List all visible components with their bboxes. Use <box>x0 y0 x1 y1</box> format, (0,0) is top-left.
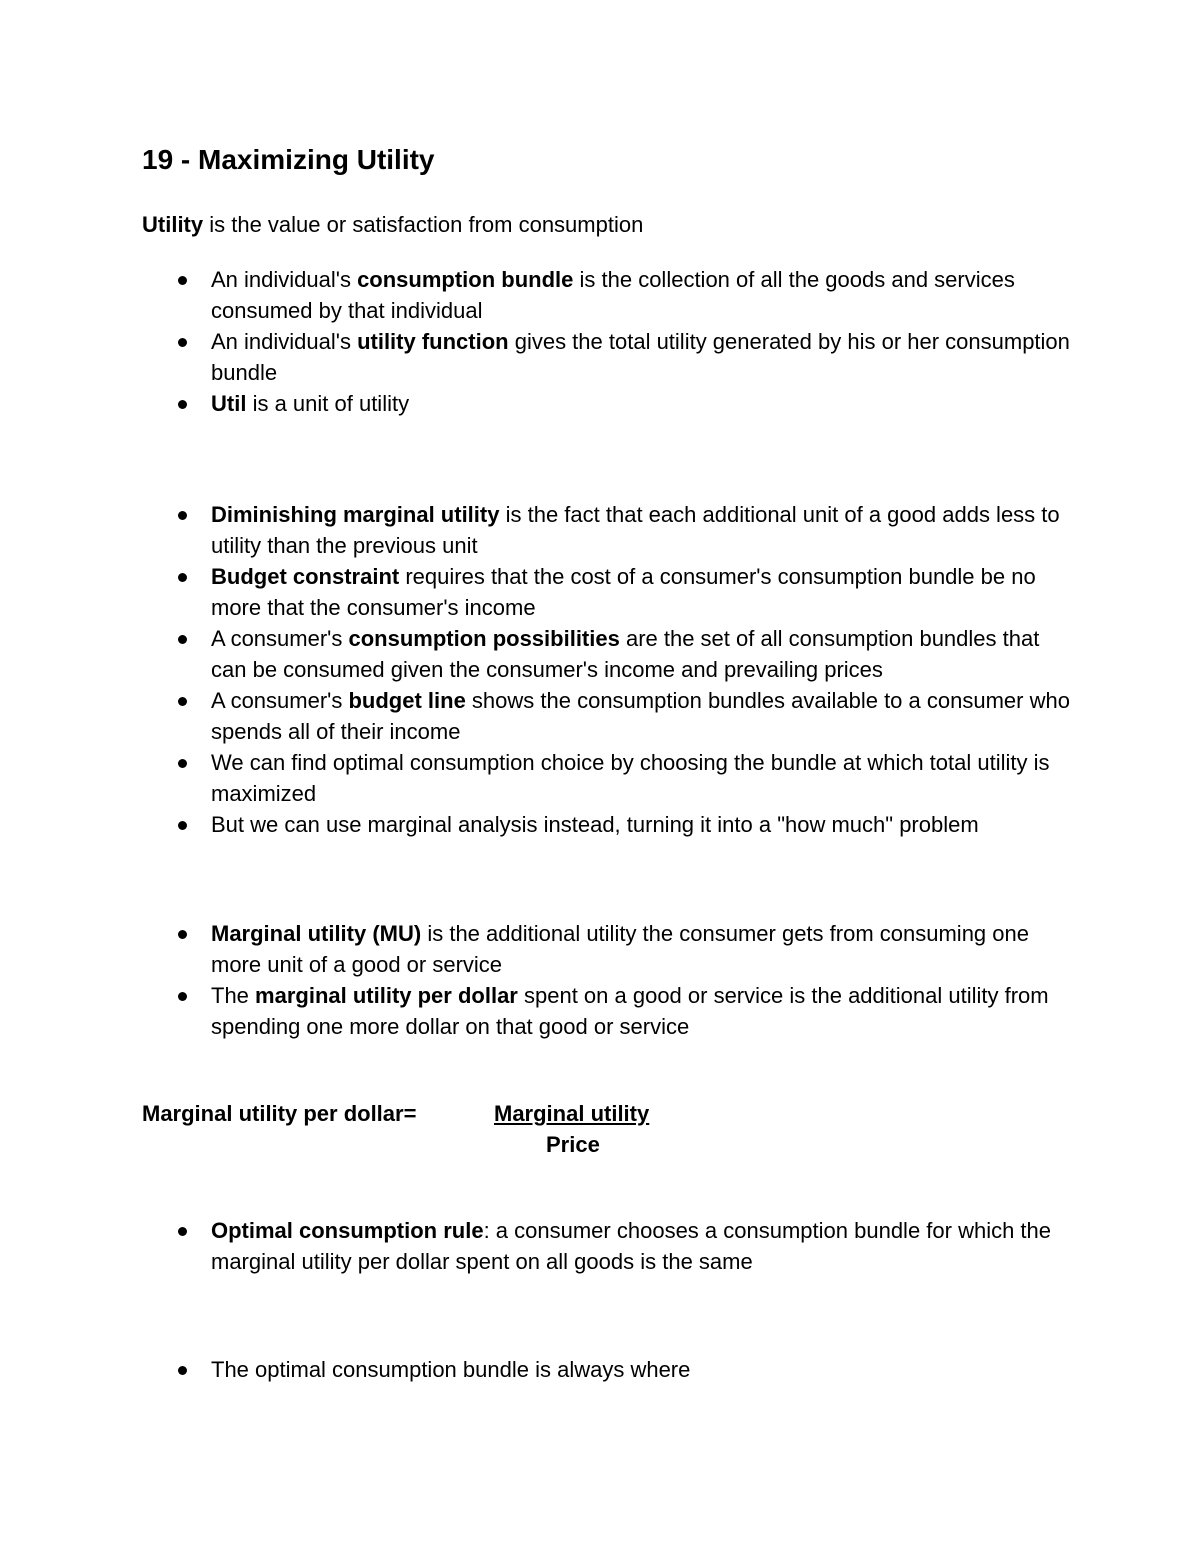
bullet-icon <box>178 338 187 347</box>
bullet-list-optimal-bundle <box>0 1354 1200 1385</box>
list-item: Budget constraint requires that the cost of a consumer's consumption bundle be no more that the consumer's income <box>0 561 1200 623</box>
list-item: We can find optimal consumption choice by choosing the bundle at which total utility is maximized <box>0 747 1200 809</box>
list-item: Optimal consumption rule: a consumer chooses a consumption bundle for which the marginal utility per dollar spent on all goods is the same <box>0 1215 1200 1277</box>
term-utility: Utility <box>142 212 204 237</box>
list-item: An individual's utility function gives the total utility generated by his or her consumption bundle <box>0 326 1200 388</box>
bullet-icon <box>178 400 187 409</box>
bullet-list-marginal-utility <box>0 918 1200 1042</box>
bullet-icon <box>178 759 187 768</box>
list-item: Util is a unit of utility <box>0 388 1200 419</box>
list-item: An individual's consumption bundle is the collection of all the goods and services consumed by that individual <box>0 264 1200 326</box>
bullet-icon <box>178 511 187 520</box>
list-item: A consumer's consumption possibilities are the set of all consumption bundles that can be consumed given the consumer's income and prevailing prices <box>0 623 1200 685</box>
bullet-list-definitions <box>0 264 1200 419</box>
list-item: Marginal utility (MU) is the additional utility the consumer gets from consuming one more unit of a good or service <box>0 918 1200 980</box>
bullet-icon <box>178 930 187 939</box>
page-title: 19 - Maximizing Utility <box>142 144 435 175</box>
bullet-icon <box>178 697 187 706</box>
bullet-list-constraints <box>0 499 1200 840</box>
list-item: The optimal consumption bundle is always where <box>0 1354 1200 1385</box>
formula-denominator: Price <box>546 1132 600 1157</box>
bullet-icon <box>178 573 187 582</box>
formula-numerator: Marginal utility <box>494 1101 650 1126</box>
formula-label: Marginal utility per dollar= <box>142 1101 417 1126</box>
list-item: A consumer's budget line shows the consumption bundles available to a consumer who spends all of their income <box>0 685 1200 747</box>
bullet-icon <box>178 992 187 1001</box>
bullet-icon <box>178 635 187 644</box>
list-item: The marginal utility per dollar spent on a good or service is the additional utility from spending one more dollar on that good or service <box>0 980 1200 1042</box>
definition-text: is the value or satisfaction from consumption <box>203 212 644 237</box>
bullet-icon <box>178 821 187 830</box>
list-item: But we can use marginal analysis instead, turning it into a "how much" problem <box>0 809 1200 840</box>
bullet-icon <box>178 1227 187 1236</box>
utility-definition <box>142 209 643 240</box>
bullet-icon <box>178 1366 187 1375</box>
bullet-icon <box>178 276 187 285</box>
bullet-list-optimal-rule <box>0 1215 1200 1277</box>
list-item: Diminishing marginal utility is the fact that each additional unit of a good adds less to utility than the previous unit <box>0 499 1200 561</box>
